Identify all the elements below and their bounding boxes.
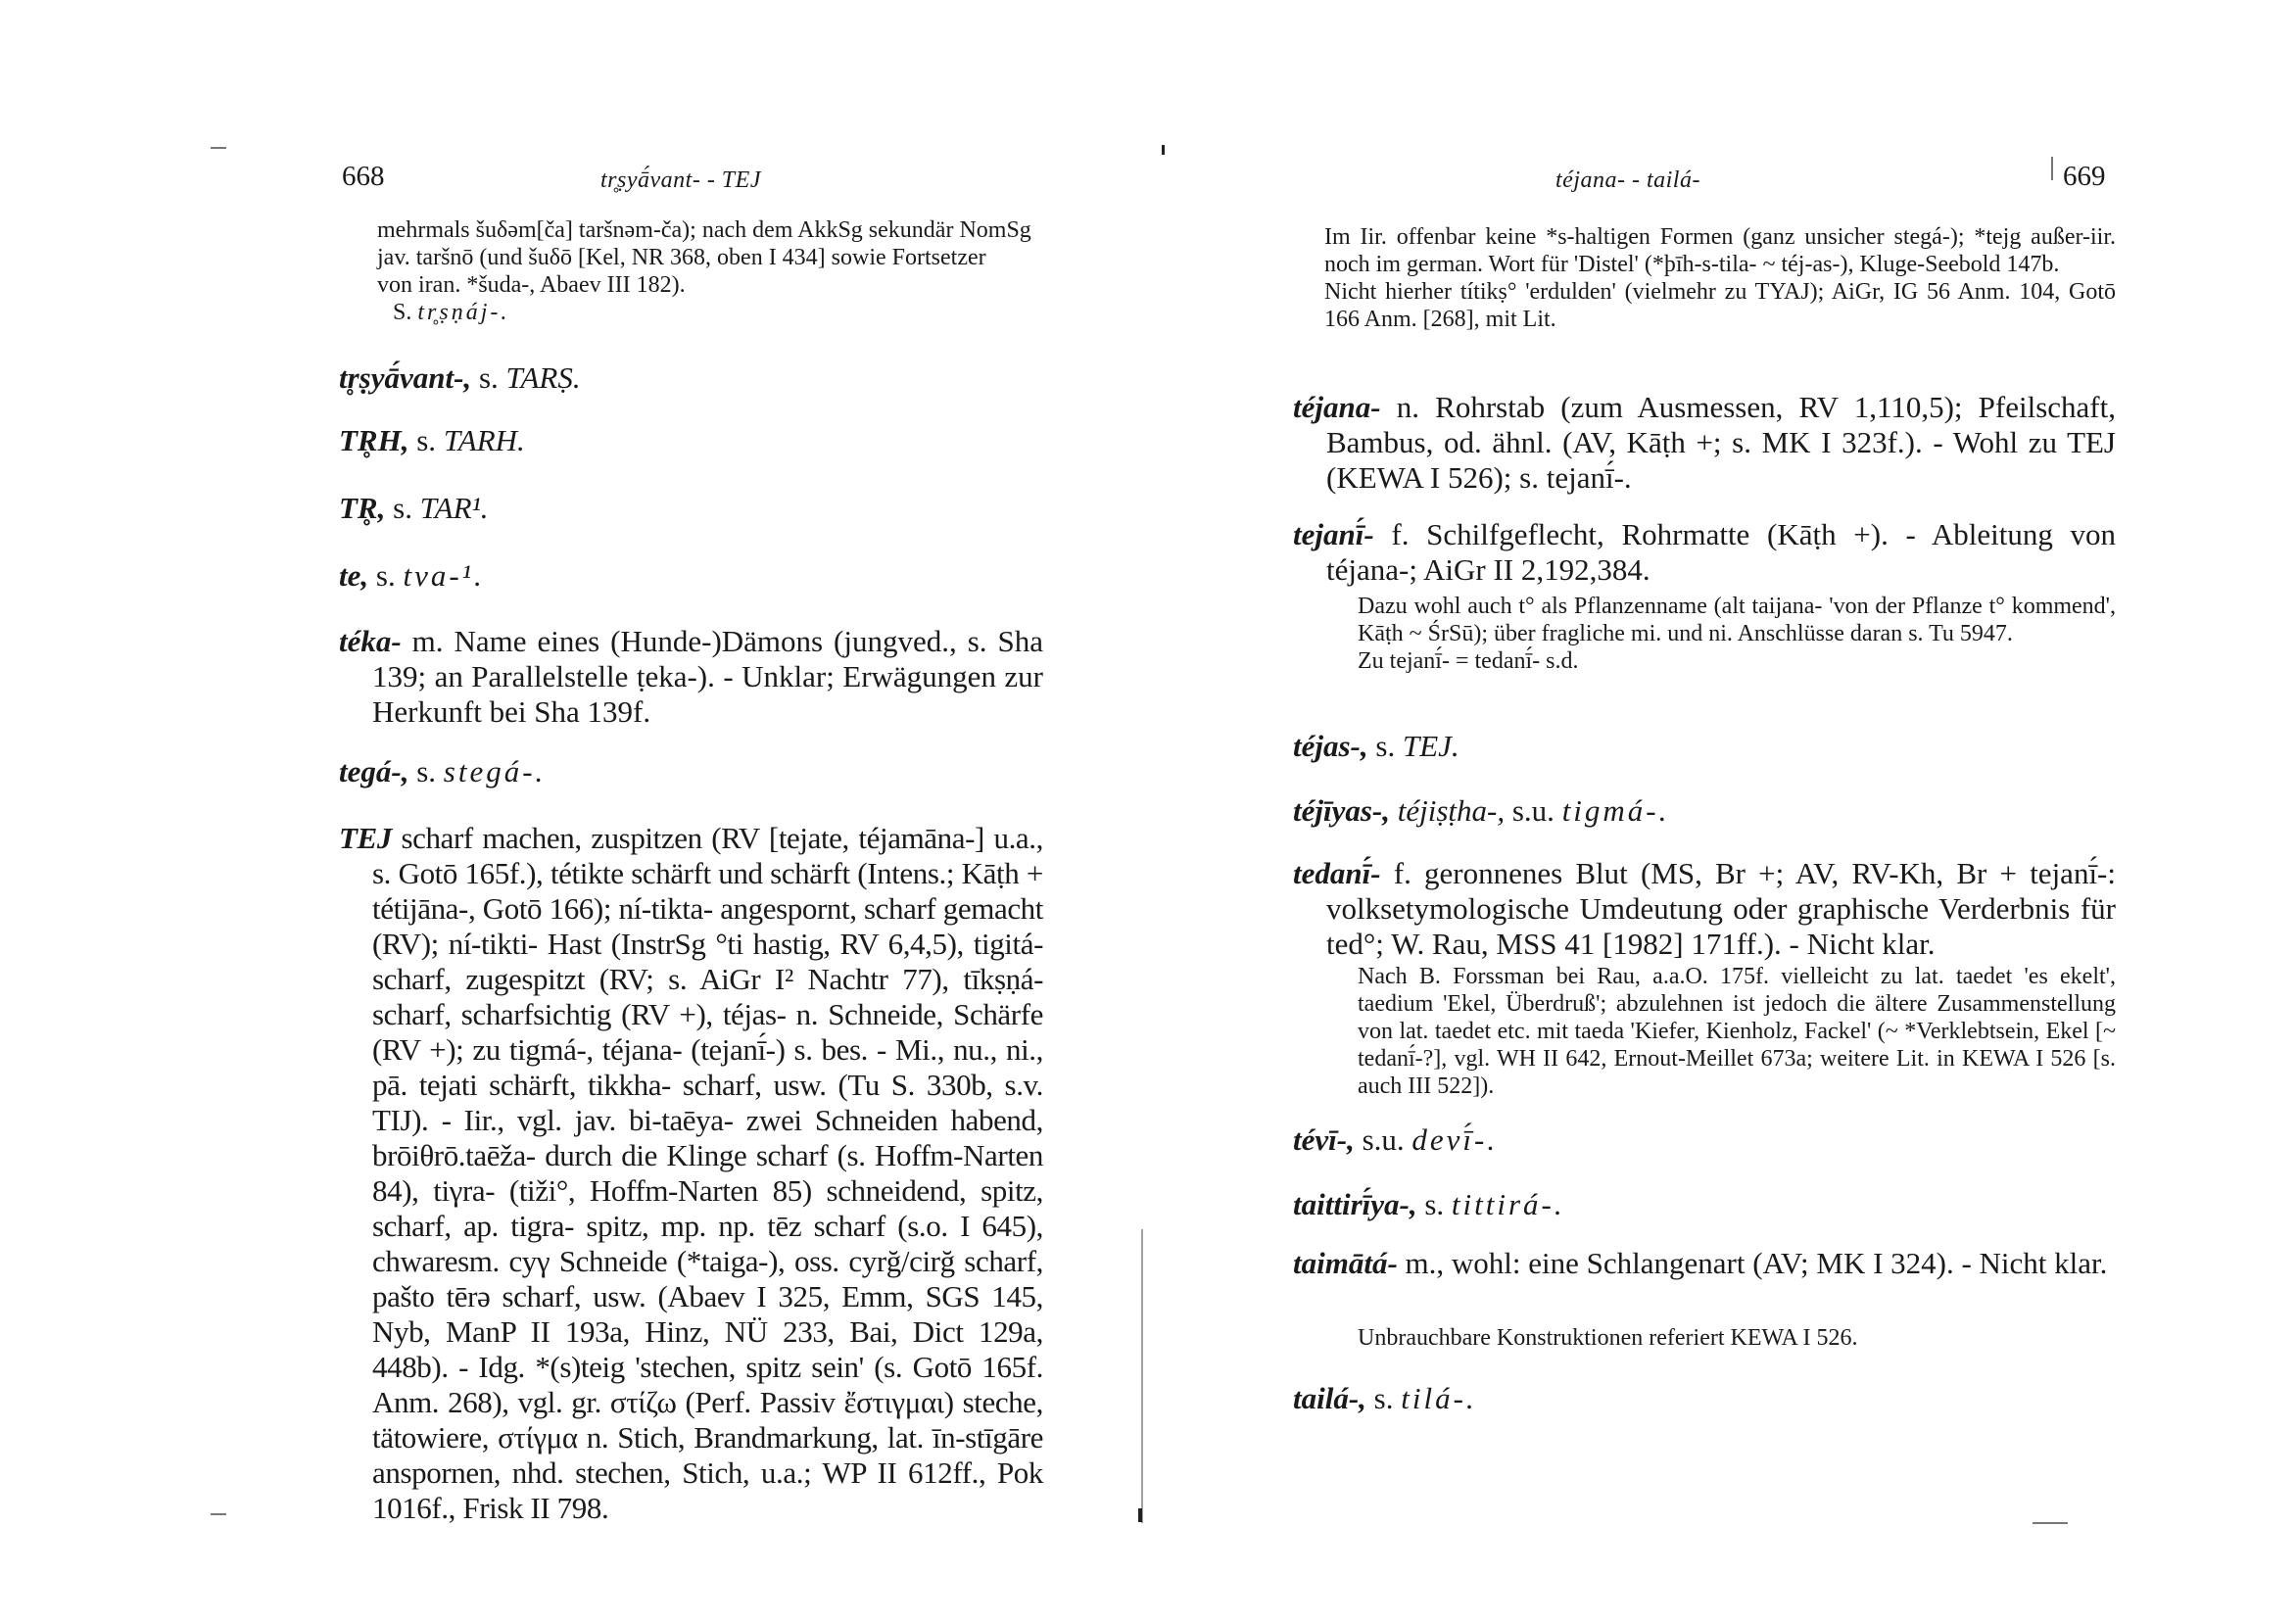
- entry-headword: taittirī́ya-,: [1293, 1187, 1417, 1221]
- entry-text: n. Rohrstab (zum Ausmessen, RV 1,110,5); Pfeilschaft, Bambus, od. ähnl. (AV, Kāṭh +; s. MK I 323f.). - Wohl zu TEJ (KEWA I 526); s. tejanī́-.: [1326, 390, 2116, 495]
- entry-text: m. Name eines (Hunde-)Dämons (jungved., s. Sha 139; an Parallelstelle ṭeka-). - Unklar; Erwägungen zur Herkunft bei Sha 139f.: [372, 624, 1043, 729]
- intro-line: jav. taršnō (und šuδō [Kel, NR 368, oben I 434] sowie Fortsetzer: [377, 245, 986, 270]
- entry-target: tittirá-.: [1451, 1187, 1565, 1221]
- entry-ref: s.: [1424, 1187, 1445, 1221]
- entry-headword: tejanī́-: [1293, 517, 1374, 551]
- left-page-header: [342, 157, 1145, 196]
- note-paragraph: Zu tejanī́- = tedanī́- s.d.: [1358, 648, 1579, 674]
- entry-headword: téjīyas-,: [1293, 793, 1390, 828]
- entry-headword: tegá-,: [339, 754, 409, 788]
- entry-tejas: [1293, 729, 2116, 764]
- entry-ref: s.: [416, 423, 437, 457]
- entry-tega: [339, 754, 1043, 789]
- entry-tejana: [1293, 390, 2116, 496]
- entry-target: tilá-.: [1401, 1381, 1477, 1415]
- intro-line: von iran. *šuda-, Abaev III 182).: [377, 272, 686, 298]
- entry-target: TAR¹.: [419, 491, 489, 525]
- entry-headword: TR̥,: [339, 491, 386, 525]
- entry-target: devī́-.: [1411, 1122, 1499, 1157]
- entry-taimata: [1293, 1246, 2116, 1281]
- entry-target: TARH.: [443, 423, 525, 457]
- entry-target: TARṢ.: [505, 360, 581, 395]
- entry-target: TEJ.: [1402, 729, 1459, 763]
- entry-tejani: [1293, 517, 2116, 588]
- left-page-number: 668: [342, 161, 385, 192]
- scan-speck: [211, 147, 226, 149]
- entry-ref: s.u.: [1511, 793, 1555, 828]
- ref-target: tr̥ṣṇáj-.: [417, 300, 510, 325]
- entry-tej: [339, 821, 1043, 1526]
- entry-tr: [339, 491, 1043, 526]
- intro-reference: [377, 299, 1043, 326]
- entry-ref: s.: [478, 360, 499, 395]
- entry-text: f. geronnenes Blut (MS, Br +; AV, RV-Kh, Br + tejanī́-: volksetymologische Umdeutung oder graphische Verderbnis für ted°; W. Rau, MSS 41 [1982] 171ff.). - Nicht klar.: [1326, 856, 2116, 961]
- gutter-line: [1141, 1229, 1143, 1523]
- entry-headword: tr̥ṣyā́vant-,: [339, 360, 472, 395]
- entry-headword: téjas-,: [1293, 729, 1368, 763]
- entry-ref: s.: [375, 558, 396, 593]
- entry-text: m., wohl: eine Schlangenart (AV; MK I 324). - Nicht klar.: [1405, 1246, 2108, 1280]
- right-page-header: [1293, 157, 2135, 196]
- note-paragraph: Dazu wohl auch t° als Pflanzenname (alt taijana- 'von der Pflanze t° kommend', Kāṭh ~ ŚrSū); über fragliche mi. und ni. Anschlüsse daran s. Tu 5947.: [1358, 594, 2116, 646]
- ref-label: S.: [393, 300, 412, 325]
- entry-target: tigmá-.: [1561, 793, 1670, 828]
- entry-te: [339, 558, 1043, 594]
- entry-taila: [1293, 1381, 2116, 1416]
- note-paragraph: Nach B. Forssman bei Rau, a.a.O. 175f. vielleicht zu lat. taedet 'es ekelt', taedium 'Ekel, Überdruß'; abzulehnen ist jedoch die ältere Zusammenstellung von lat. taedet etc. mit taeda 'Kiefer, Kienholz, Fackel' (~ *Verklebtsein, Ekel [~ tedanī́-?], vgl. WH II 642, Ernout-Meillet 673a; weitere Lit. in KEWA I 526 [s. auch III 522]).: [1358, 964, 2116, 1099]
- entry-tejiyas: [1293, 793, 2116, 829]
- right-running-head: téjana- - tailá-: [1555, 167, 1700, 193]
- entry-teka: [339, 624, 1043, 730]
- entry-headword: téka-: [339, 624, 402, 658]
- entry-headword: tedanī́-: [1293, 856, 1381, 890]
- entry-trh: [339, 423, 1043, 458]
- entry-headword: téjana-: [1293, 390, 1381, 424]
- entry-ref: s.: [1375, 729, 1396, 763]
- entry-text: scharf machen, zuspitzen (RV [tejate, téjamāna-] u.a., s. Gotō 165f.), tétikte schärft und schärft (Intens.; Kāṭh + tétijāna-, Gotō 166); ní-tikta- angespornt, scharf gemacht (RV); ní-tikti- Hast (InstrSg °ti hastig, RV 6,4,5), tigitá- scharf, zugespitzt (RV; s. AiGr I² Nachtr 77), tīkṣṇá- scharf, scharfsichtig (RV +), téjas- n. Schneide, Schärfe (RV +); zu tigmá-, téjana- (tejanī́-) s. bes. - Mi., nu., ni., pā. tejati schärft, tikkha- scharf, usw. (Tu S. 330b, s.v. TIJ). - Iir., vgl. jav. bi-taēya- zwei Schneiden habend, brōiθrō.taēža- durch die Klinge scharf (s. Hoffm-Narten 84), tiγra- (tiži°, Hoffm-Narten 85) schneidend, spitz, scharf, ap. tigra- spitz, mp. np. tēz scharf (s.o. I 645), chwaresm. cyγ Schneide (*taiga-), oss. cyrğ/cirğ scharf, pašto tērǝ scharf, usw. (Abaev I 325, Emm, SGS 145, Nyb, ManP II 193a, Hinz, NÜ 233, Bai, Dict 129a, 448b). - Idg. *(s)teig 'stechen, spitz sein' (s. Gotō 165f. Anm. 268), vgl. gr. στίζω (Perf. Passiv ἔστιγμαι) steche, tätowiere, στίγμα n. Stich, Brandmarkung, lat. īn-stīgāre anspornen, nhd. stechen, Stich, u.a.; WP II 612ff., Pok 1016f., Frisk II 798.: [372, 821, 1043, 1525]
- note-paragraph: Unbrauchbare Konstruktionen referiert KEWA I 526.: [1358, 1325, 1858, 1351]
- entry-headword: TEJ: [339, 821, 392, 855]
- note-taimata: [1324, 1324, 2116, 1352]
- entry-headword: te,: [339, 558, 369, 593]
- entry-ref: s.: [393, 491, 412, 525]
- gutter-mark: [1138, 1508, 1142, 1522]
- entry-trsyavant: [339, 360, 1043, 396]
- entry-variant: téjiṣṭha-,: [1397, 793, 1506, 828]
- entry-taittiriya: [1293, 1187, 2116, 1222]
- entry-headword: tailá-,: [1293, 1381, 1366, 1415]
- entry-target: tva-¹.: [403, 558, 485, 593]
- right-intro: [1324, 223, 2116, 333]
- scan-speck: [211, 1513, 226, 1515]
- note-tedani: [1324, 963, 2116, 1100]
- entry-ref: s.: [416, 754, 437, 788]
- left-running-head: tr̥ṣyā́vant- - TEJ: [600, 167, 761, 193]
- entry-headword: TR̥H,: [339, 423, 409, 457]
- intro-line: mehrmals šuδǝm[ča] taršnǝm-ča); nach dem AkkSg sekundär NomSg: [377, 217, 1031, 243]
- entry-text: f. Schilfgeflecht, Rohrmatte (Kāṭh +). - Ableitung von téjana-; AiGr II 2,192,384.: [1326, 517, 2117, 587]
- entry-headword: tévī-,: [1293, 1122, 1355, 1157]
- left-intro: [377, 216, 1043, 326]
- right-page: [1148, 0, 2296, 1622]
- note-tejani: [1324, 593, 2116, 675]
- entry-tedani: [1293, 856, 2116, 962]
- entry-ref: s.: [1373, 1381, 1394, 1415]
- entry-headword: taimātá-: [1293, 1246, 1398, 1280]
- intro-paragraph: Nicht hierher títikṣ° 'erdulden' (vielmehr zu TYAJ); AiGr, IG 56 Anm. 104, Gotō 166 Anm. [268], mit Lit.: [1324, 279, 2116, 332]
- entry-tevi: [1293, 1122, 2116, 1158]
- entry-target: stegá-.: [443, 754, 547, 788]
- intro-paragraph: Im Iir. offenbar keine *s-haltigen Formen (ganz unsicher stegá-); *tejg außer-iir. noch im german. Wort für 'Distel' (*þīh-s-tila- ~ téj-as-), Kluge-Seebold 147b.: [1324, 224, 2116, 277]
- right-page-number: 669: [2063, 161, 2106, 192]
- entry-ref: s.u.: [1362, 1122, 1405, 1157]
